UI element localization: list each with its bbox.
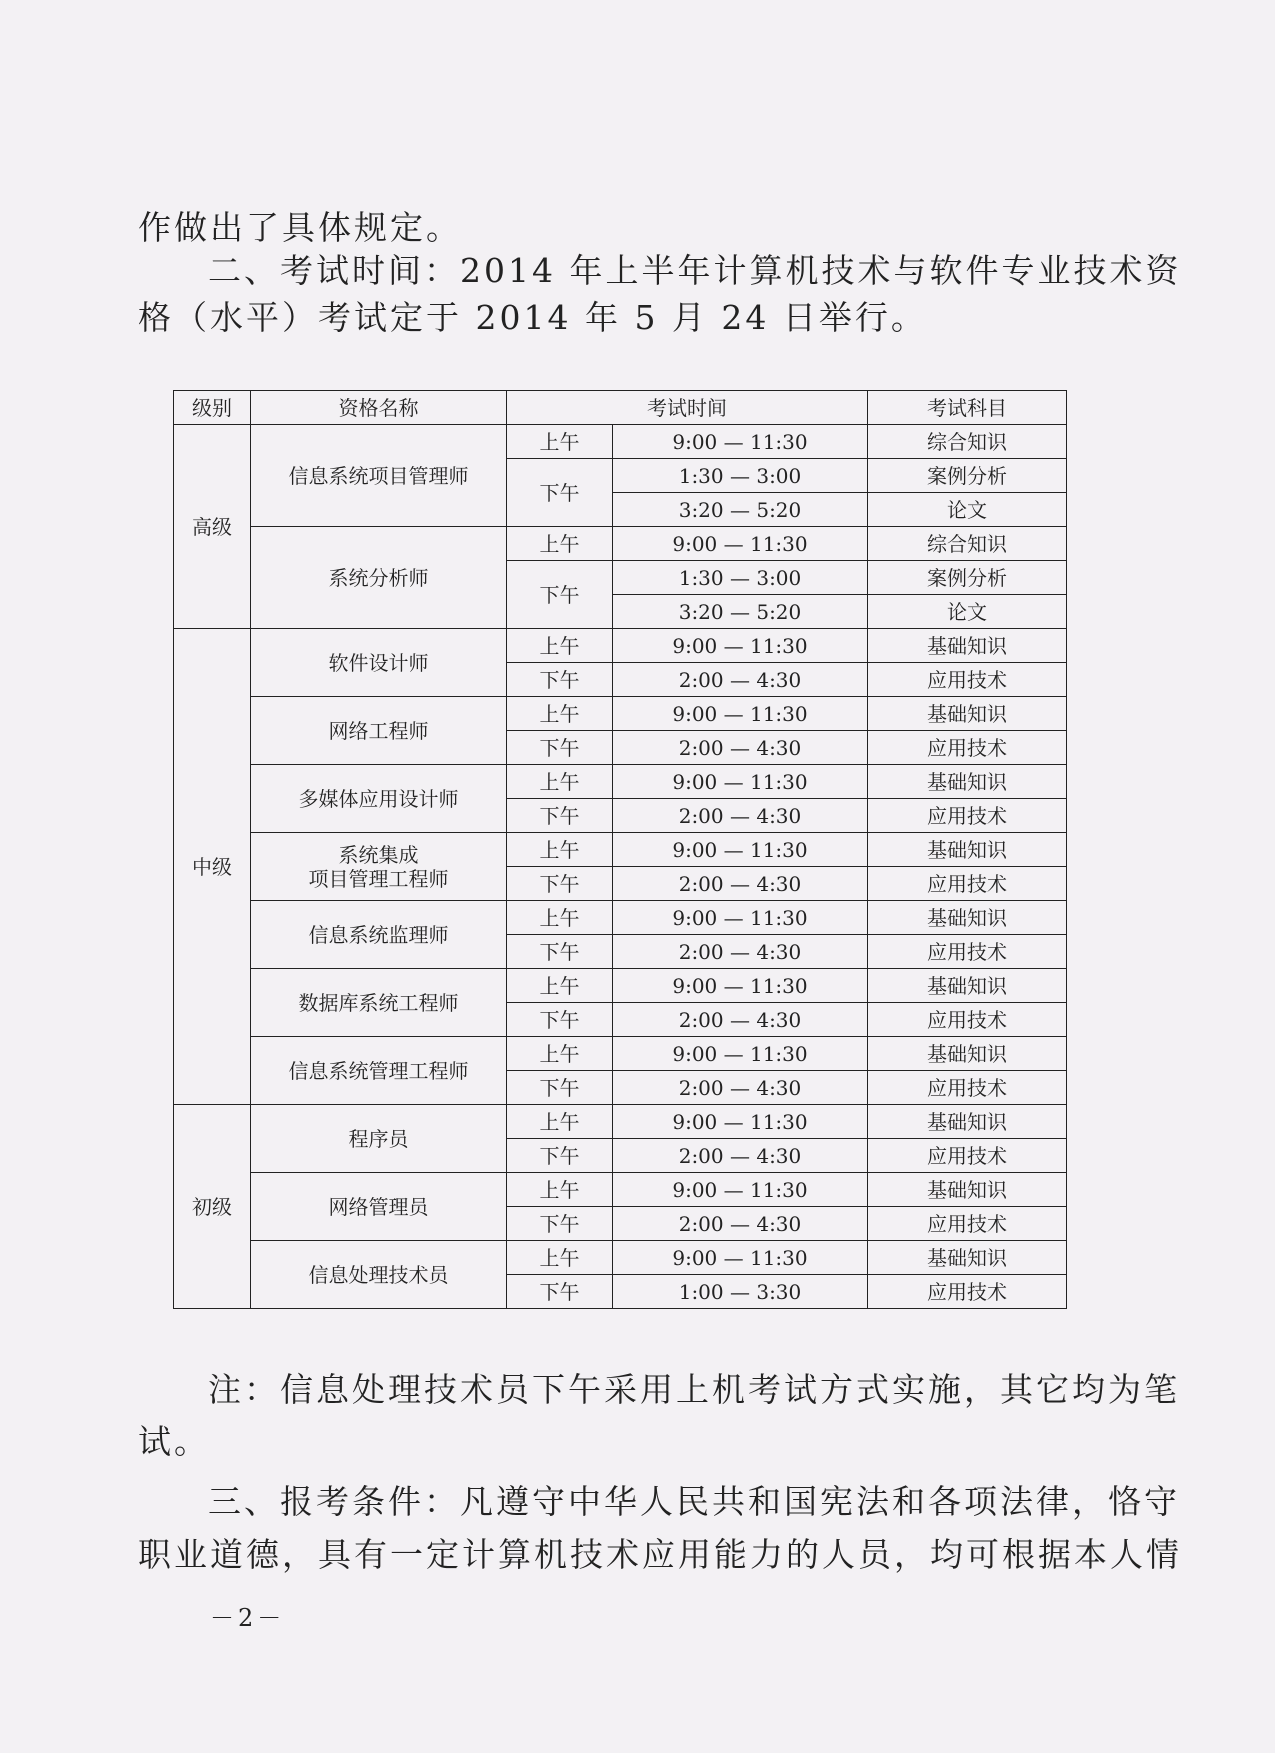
session-pm: 下午 bbox=[507, 1003, 613, 1037]
session-am: 上午 bbox=[507, 629, 613, 663]
paragraph-exam-time-1: 二、考试时间：2014 年上半年计算机技术与软件专业技术资 bbox=[208, 251, 1182, 290]
cert-name: 网络管理员 bbox=[251, 1173, 507, 1241]
cert-name: 软件设计师 bbox=[251, 629, 507, 697]
exam-subject: 基础知识 bbox=[868, 1037, 1067, 1071]
table-header-row bbox=[174, 391, 1067, 425]
cert-name-line1: 系统集成 bbox=[338, 842, 419, 867]
session-am: 上午 bbox=[507, 901, 613, 935]
exam-subject: 应用技术 bbox=[868, 663, 1067, 697]
exam-subject: 基础知识 bbox=[868, 901, 1067, 935]
cert-name: 系统分析师 bbox=[251, 527, 507, 629]
cert-name: 信息系统监理师 bbox=[251, 901, 507, 969]
level-junior: 初级 bbox=[174, 1105, 251, 1309]
session-pm: 下午 bbox=[507, 799, 613, 833]
exam-schedule-table bbox=[173, 390, 1067, 1309]
session-pm: 下午 bbox=[507, 1139, 613, 1173]
exam-time: 9:00 — 11:30 bbox=[613, 425, 868, 459]
paragraph-exam-time-2: 格（水平）考试定于 2014 年 5 月 24 日举行。 bbox=[138, 298, 927, 337]
session-am: 上午 bbox=[507, 1105, 613, 1139]
exam-subject: 基础知识 bbox=[868, 1105, 1067, 1139]
table-row bbox=[174, 901, 1067, 935]
session-am: 上午 bbox=[507, 697, 613, 731]
exam-time: 9:00 — 11:30 bbox=[613, 901, 868, 935]
paragraph-note-2: 试。 bbox=[138, 1422, 210, 1461]
exam-subject: 应用技术 bbox=[868, 1139, 1067, 1173]
cert-name: 程序员 bbox=[251, 1105, 507, 1173]
exam-subject: 基础知识 bbox=[868, 697, 1067, 731]
level-middle: 中级 bbox=[174, 629, 251, 1105]
cert-name: 信息处理技术员 bbox=[251, 1241, 507, 1309]
session-pm: 下午 bbox=[507, 1275, 613, 1309]
session-pm: 下午 bbox=[507, 1207, 613, 1241]
exam-time: 3:20 — 5:20 bbox=[613, 595, 868, 629]
table-row bbox=[174, 765, 1067, 799]
level-senior: 高级 bbox=[174, 425, 251, 629]
session-am: 上午 bbox=[507, 1037, 613, 1071]
table-row bbox=[174, 1241, 1067, 1275]
exam-time: 1:30 — 3:00 bbox=[613, 459, 868, 493]
cert-name: 信息系统管理工程师 bbox=[251, 1037, 507, 1105]
session-pm: 下午 bbox=[507, 867, 613, 901]
exam-time: 1:30 — 3:00 bbox=[613, 561, 868, 595]
exam-time: 9:00 — 11:30 bbox=[613, 697, 868, 731]
exam-subject: 基础知识 bbox=[868, 969, 1067, 1003]
exam-subject: 应用技术 bbox=[868, 1275, 1067, 1309]
exam-time: 2:00 — 4:30 bbox=[613, 1003, 868, 1037]
exam-subject: 基础知识 bbox=[868, 833, 1067, 867]
session-pm: 下午 bbox=[507, 731, 613, 765]
session-am: 上午 bbox=[507, 969, 613, 1003]
exam-time: 2:00 — 4:30 bbox=[613, 867, 868, 901]
paragraph-eligibility-2: 职业道德，具有一定计算机技术应用能力的人员，均可根据本人情 bbox=[138, 1535, 1182, 1574]
exam-subject: 综合知识 bbox=[868, 425, 1067, 459]
exam-time: 2:00 — 4:30 bbox=[613, 1207, 868, 1241]
exam-subject: 应用技术 bbox=[868, 1003, 1067, 1037]
exam-time: 2:00 — 4:30 bbox=[613, 1139, 868, 1173]
session-pm: 下午 bbox=[507, 935, 613, 969]
exam-time: 9:00 — 11:30 bbox=[613, 1105, 868, 1139]
header-time: 考试时间 bbox=[507, 391, 868, 425]
table-row bbox=[174, 833, 1067, 867]
table-row bbox=[174, 969, 1067, 1003]
exam-subject: 应用技术 bbox=[868, 935, 1067, 969]
exam-subject: 案例分析 bbox=[868, 561, 1067, 595]
table-row bbox=[174, 1173, 1067, 1207]
exam-subject: 应用技术 bbox=[868, 867, 1067, 901]
exam-subject: 应用技术 bbox=[868, 1207, 1067, 1241]
exam-time: 2:00 — 4:30 bbox=[613, 1071, 868, 1105]
cert-name-line2: 项目管理工程师 bbox=[308, 866, 449, 891]
exam-subject: 基础知识 bbox=[868, 1241, 1067, 1275]
exam-time: 2:00 — 4:30 bbox=[613, 731, 868, 765]
session-am: 上午 bbox=[507, 1173, 613, 1207]
session-pm: 下午 bbox=[507, 561, 613, 629]
session-am: 上午 bbox=[507, 765, 613, 799]
exam-subject: 基础知识 bbox=[868, 629, 1067, 663]
header-subject: 考试科目 bbox=[868, 391, 1067, 425]
header-name: 资格名称 bbox=[251, 391, 507, 425]
cert-name bbox=[251, 833, 507, 901]
exam-subject: 案例分析 bbox=[868, 459, 1067, 493]
exam-subject: 基础知识 bbox=[868, 1173, 1067, 1207]
session-am: 上午 bbox=[507, 527, 613, 561]
paragraph-intro-end: 作做出了具体规定。 bbox=[138, 208, 462, 247]
exam-subject: 论文 bbox=[868, 493, 1067, 527]
exam-subject: 应用技术 bbox=[868, 799, 1067, 833]
exam-time: 9:00 — 11:30 bbox=[613, 1173, 868, 1207]
cert-name: 信息系统项目管理师 bbox=[251, 425, 507, 527]
exam-time: 9:00 — 11:30 bbox=[613, 765, 868, 799]
session-am: 上午 bbox=[507, 1241, 613, 1275]
exam-time: 2:00 — 4:30 bbox=[613, 799, 868, 833]
exam-time: 9:00 — 11:30 bbox=[613, 527, 868, 561]
session-pm: 下午 bbox=[507, 663, 613, 697]
exam-time: 3:20 — 5:20 bbox=[613, 493, 868, 527]
session-am: 上午 bbox=[507, 425, 613, 459]
exam-subject: 应用技术 bbox=[868, 1071, 1067, 1105]
exam-subject: 应用技术 bbox=[868, 731, 1067, 765]
session-pm: 下午 bbox=[507, 459, 613, 527]
paragraph-eligibility-1: 三、报考条件：凡遵守中华人民共和国宪法和各项法律，恪守 bbox=[208, 1482, 1180, 1521]
cert-name: 数据库系统工程师 bbox=[251, 969, 507, 1037]
exam-time: 9:00 — 11:30 bbox=[613, 1241, 868, 1275]
table-row bbox=[174, 1105, 1067, 1139]
exam-time: 9:00 — 11:30 bbox=[613, 1037, 868, 1071]
table-row bbox=[174, 527, 1067, 561]
exam-time: 2:00 — 4:30 bbox=[613, 663, 868, 697]
cert-name: 网络工程师 bbox=[251, 697, 507, 765]
cert-name: 多媒体应用设计师 bbox=[251, 765, 507, 833]
table-row bbox=[174, 425, 1067, 459]
exam-subject: 综合知识 bbox=[868, 527, 1067, 561]
page-number: －2－ bbox=[210, 1604, 286, 1632]
exam-subject: 论文 bbox=[868, 595, 1067, 629]
exam-time: 9:00 — 11:30 bbox=[613, 969, 868, 1003]
table-row bbox=[174, 697, 1067, 731]
exam-subject: 基础知识 bbox=[868, 765, 1067, 799]
exam-time: 2:00 — 4:30 bbox=[613, 935, 868, 969]
exam-time: 9:00 — 11:30 bbox=[613, 629, 868, 663]
paragraph-note-1: 注：信息处理技术员下午采用上机考试方式实施，其它均为笔 bbox=[208, 1370, 1180, 1409]
table-row bbox=[174, 629, 1067, 663]
table-row bbox=[174, 1037, 1067, 1071]
exam-time: 9:00 — 11:30 bbox=[613, 833, 868, 867]
header-level: 级别 bbox=[174, 391, 251, 425]
session-pm: 下午 bbox=[507, 1071, 613, 1105]
exam-time: 1:00 — 3:30 bbox=[613, 1275, 868, 1309]
session-am: 上午 bbox=[507, 833, 613, 867]
